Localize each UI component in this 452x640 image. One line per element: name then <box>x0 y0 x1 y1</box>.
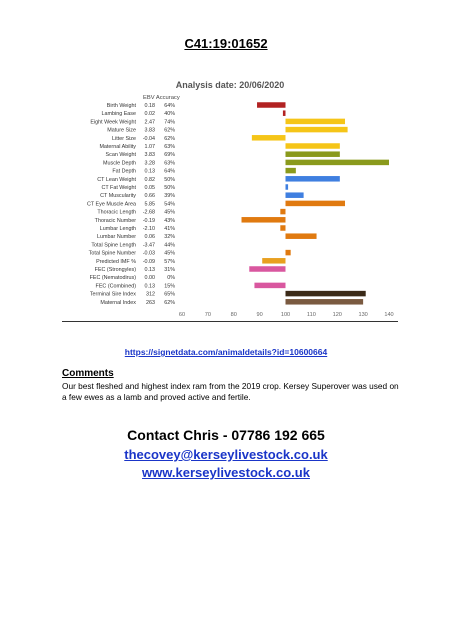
row-label: Maternal Index <box>100 299 136 306</box>
row-label: CT Fat Weight <box>101 185 136 191</box>
row-label: FEC (Nematodirus) <box>89 275 136 282</box>
x-tick-label: 110 <box>306 311 316 317</box>
row-bar <box>286 160 390 166</box>
document-title: C41:19:01652 <box>184 36 268 51</box>
x-tick-label: 130 <box>358 311 368 317</box>
row-bar <box>286 233 317 239</box>
row-label: CT Lean Weight <box>97 176 136 183</box>
row-label: FEC (Combined) <box>95 283 136 290</box>
row-accuracy: 45% <box>164 250 175 257</box>
row-accuracy: 54% <box>164 201 175 208</box>
row-ebv: 5.85 <box>144 201 155 208</box>
row-ebv: 0.13 <box>144 168 155 175</box>
row-label: Thoracic Length <box>97 209 136 216</box>
row-accuracy: 74% <box>164 119 175 126</box>
row-label: Scan Weight <box>105 152 136 159</box>
x-tick-label: 100 <box>280 311 291 317</box>
row-ebv: 0.05 <box>144 185 155 191</box>
row-ebv: 0.06 <box>144 234 155 241</box>
row-ebv: 263 <box>146 299 155 306</box>
row-ebv: 0.18 <box>144 103 155 109</box>
row-bar <box>286 119 346 125</box>
row-ebv: 0.13 <box>144 283 155 290</box>
row-ebv: 3.28 <box>144 160 155 167</box>
row-label: Total Spine Number <box>88 250 136 257</box>
row-accuracy: 63% <box>164 144 175 150</box>
divider <box>62 321 398 322</box>
row-bar <box>254 283 285 289</box>
row-label: Lambing Ease <box>101 111 136 118</box>
row-label: Fat Depth <box>112 168 136 175</box>
row-bar <box>286 127 348 133</box>
row-bar <box>286 250 291 256</box>
row-ebv: 0.13 <box>144 267 155 273</box>
row-bar <box>286 176 340 182</box>
row-bar <box>286 299 364 305</box>
row-bar <box>286 192 304 198</box>
row-accuracy: 32% <box>164 234 175 241</box>
row-bar <box>249 266 285 272</box>
row-ebv: 0.00 <box>144 275 155 282</box>
signet-link[interactable]: https://signetdata.com/animaldetails?id=10600664 <box>124 347 328 357</box>
row-accuracy: 39% <box>164 193 175 200</box>
row-accuracy: 45% <box>164 209 175 216</box>
row-label: FEC (Strongyles) <box>94 267 136 273</box>
row-label: Lumbar Length <box>99 226 136 232</box>
row-ebv: 1.07 <box>144 144 155 150</box>
row-label: Litter Size <box>112 135 136 142</box>
row-accuracy: 41% <box>164 226 175 232</box>
row-accuracy: 40% <box>164 111 175 118</box>
row-accuracy: 62% <box>164 299 175 306</box>
x-tick-label: 90 <box>256 311 263 317</box>
row-ebv: 2.47 <box>144 119 155 126</box>
row-bar <box>257 102 285 108</box>
row-label: Total Spine Length <box>91 242 136 249</box>
row-bar <box>286 168 296 174</box>
x-tick-label: 140 <box>384 311 394 317</box>
row-accuracy: 69% <box>164 152 175 159</box>
row-bar <box>286 201 346 207</box>
row-ebv: 312 <box>146 291 155 298</box>
chart-title: Analysis date: 20/06/2020 <box>175 80 285 90</box>
row-label: Eight Week Weight <box>90 119 136 126</box>
row-label: Birth Weight <box>106 103 136 109</box>
row-label: Lumbar Number <box>97 234 136 241</box>
row-accuracy: 43% <box>164 217 175 224</box>
row-accuracy: 50% <box>164 185 175 191</box>
row-bar <box>286 184 289 190</box>
row-ebv: 0.66 <box>144 193 155 200</box>
ebv-accuracy-header: EBV Accuracy <box>143 95 180 101</box>
x-tick-label: 70 <box>204 311 211 317</box>
row-label: Muscle Depth <box>103 160 136 167</box>
row-label: Mature Size <box>107 127 136 134</box>
row-accuracy: 15% <box>164 283 175 290</box>
row-bar <box>286 143 340 149</box>
row-bar <box>286 291 366 297</box>
row-accuracy: 50% <box>164 176 175 183</box>
x-tick-label: 80 <box>230 311 237 317</box>
row-ebv: -0.03 <box>142 250 155 257</box>
row-accuracy: 0% <box>167 275 175 282</box>
row-bar <box>262 258 285 264</box>
row-bar <box>280 225 285 231</box>
row-ebv: -2.68 <box>142 209 155 216</box>
row-label: CT Eye Muscle Area <box>86 201 136 208</box>
row-ebv: 3.83 <box>144 127 155 134</box>
row-accuracy: 65% <box>164 291 175 298</box>
row-bar <box>283 110 286 116</box>
row-ebv: -0.19 <box>142 217 155 224</box>
ebv-bar-chart <box>0 92 452 317</box>
row-accuracy: 62% <box>164 135 175 142</box>
row-label: Maternal Ability <box>99 144 136 150</box>
contact-line: Contact Chris - 07786 192 665 <box>127 427 325 443</box>
x-tick-label: 120 <box>332 311 342 317</box>
row-accuracy: 62% <box>164 127 175 134</box>
row-accuracy: 44% <box>164 242 175 249</box>
row-ebv: 0.82 <box>144 176 155 183</box>
x-tick-label: 60 <box>178 311 186 317</box>
row-accuracy: 64% <box>164 168 175 175</box>
row-ebv: 3.83 <box>144 152 155 159</box>
row-ebv: -0.09 <box>142 258 155 265</box>
row-bar <box>242 217 286 223</box>
row-label: Terminal Sire Index <box>89 291 136 298</box>
row-ebv: 0.02 <box>144 111 155 118</box>
row-accuracy: 63% <box>164 160 175 167</box>
comments-heading: Comments <box>62 368 114 379</box>
row-ebv: -0.04 <box>142 135 155 142</box>
row-label: Predicted IMF % <box>96 258 136 265</box>
website-link[interactable]: www.kerseylivestock.co.uk <box>142 465 310 480</box>
row-ebv: -3.47 <box>142 242 155 249</box>
row-bar <box>252 135 286 141</box>
row-accuracy: 31% <box>164 267 175 273</box>
row-label: CT Muscularity <box>100 193 136 200</box>
row-bar <box>280 209 285 215</box>
email-link[interactable]: thecovey@kerseylivestock.co.uk <box>124 447 328 462</box>
row-accuracy: 57% <box>164 258 175 265</box>
row-accuracy: 64% <box>164 103 175 109</box>
row-label: Thoracic Number <box>94 217 136 224</box>
row-bar <box>286 151 340 157</box>
row-ebv: -2.10 <box>142 226 155 232</box>
comments-text: Our best fleshed and highest index ram from the 2019 crop. Kersey Superover was used on a few ewes as a lamb and proved active and fertile. <box>62 381 399 402</box>
